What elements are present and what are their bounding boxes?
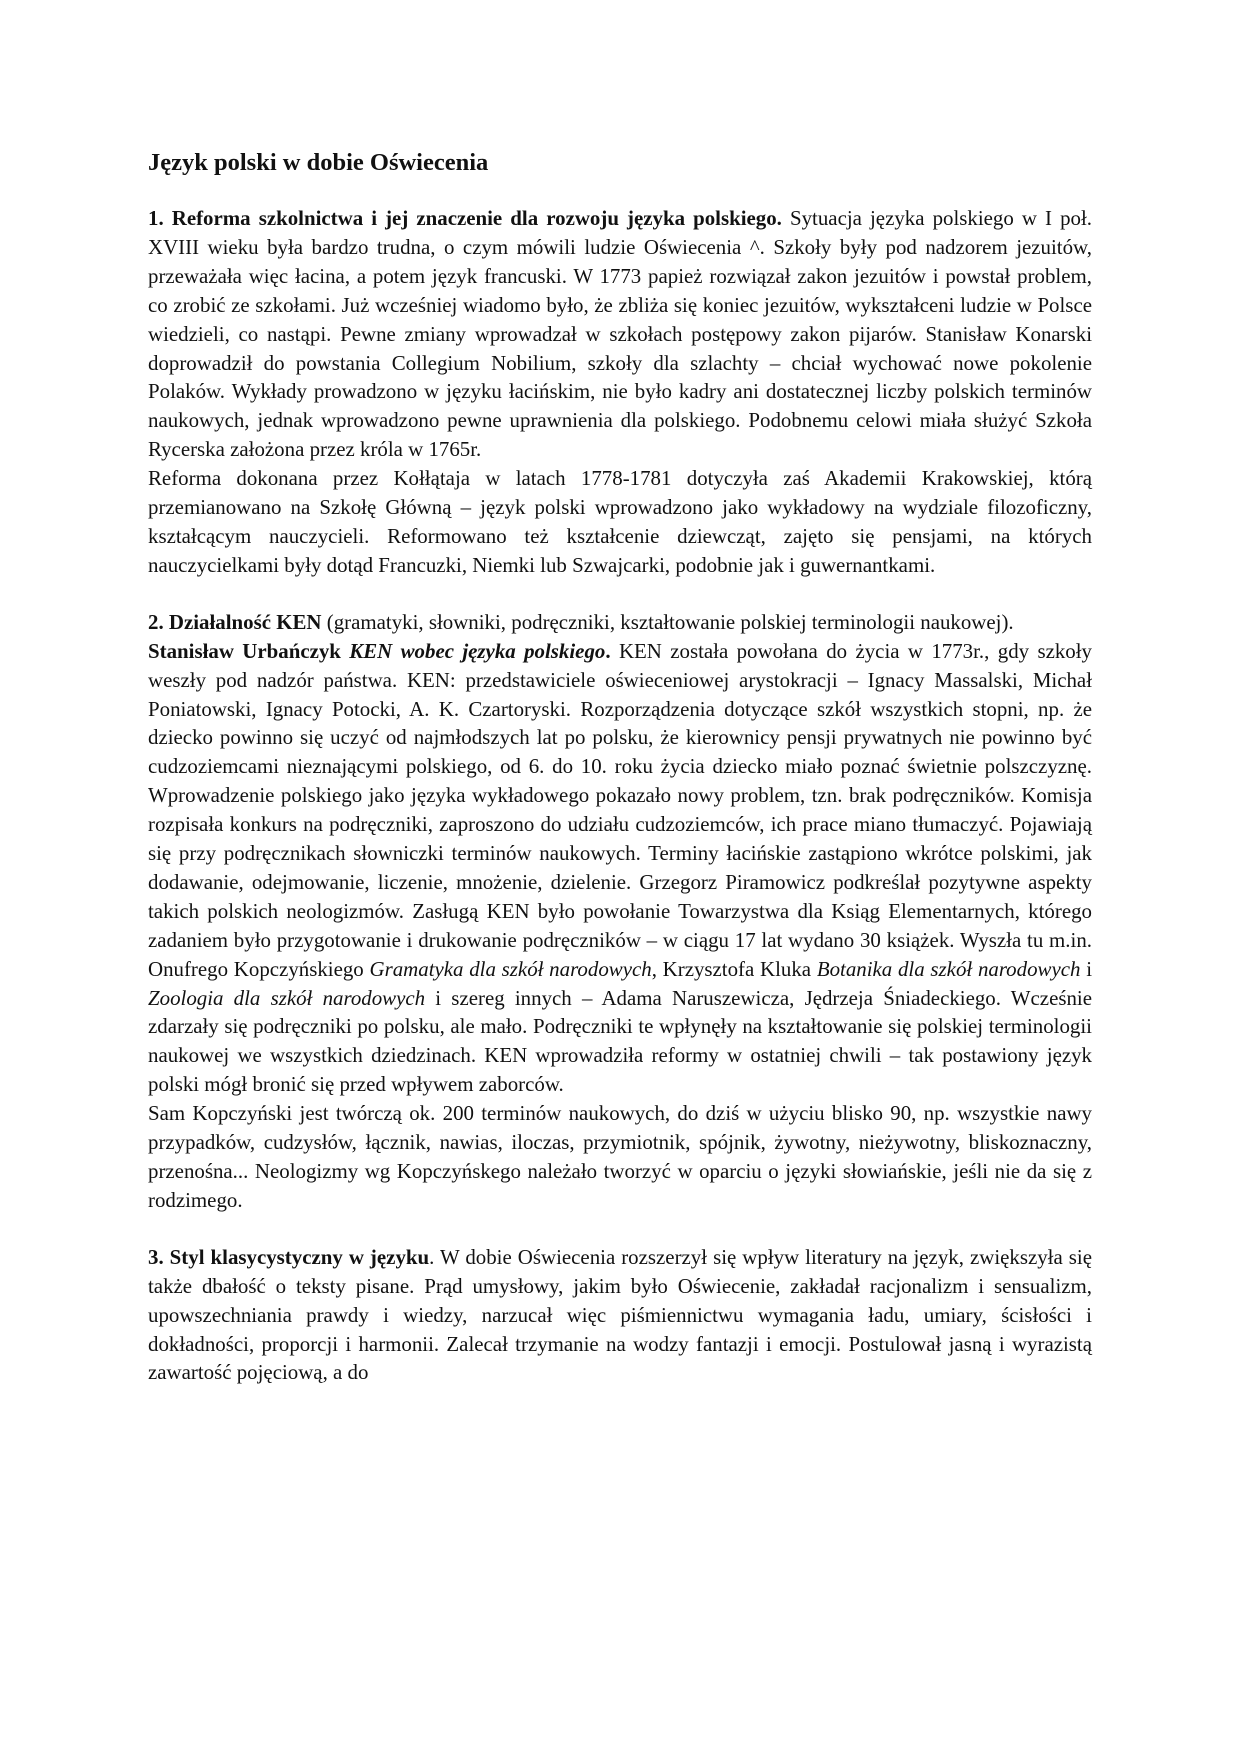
section-3-heading: 3. Styl klasycystyczny w języku	[148, 1244, 430, 1269]
section-2-author: Stanisław Urbańczyk	[148, 638, 350, 663]
section-2-paragraph-1	[148, 608, 1092, 637]
section-2-heading: 2. Działalność KEN	[148, 609, 322, 634]
section-1-heading: 1. Reforma szkolnictwa i jej znaczenie dla rozwoju języka polskiego.	[148, 206, 782, 230]
section-2-work-period: .	[605, 638, 611, 663]
section-2-text-2: , Krzysztofa Kluka	[651, 956, 817, 981]
section-1-text-1: Sytuacja języka polskiego w I poł. XVIII wieku była bardzo trudna, o czym mówili ludzie Oświecenia ^. Szkoły były pod nadzorem jezuitów, przeważała więc łacina, a potem język francuski. W 1773 papież rozwiązał zakon jezuitów i powstał problem, co zrobić ze szkołami. Już wcześniej wiadomo było, że zbliża się koniec jezuitów, wykształceni ludzie w Polsce wiedzieli, co nastąpi. Pewne zmiany wprowadzał w szkołach postępowy zakon pijarów. Stanisław Konarski doprowadził do powstania Collegium Nobilium, szkoły dla szlachty – chciał wychować nowe pokolenie Polaków. Wykłady prowadzono w języku łacińskim, nie było kadry ani dostatecznej liczby polskich terminów naukowych, jednak wprowadzono pewne uprawnienia dla polskiego. Podobnemu celowi miała służyć Szkoła Rycerska założona przez króla w 1765r.	[148, 206, 1092, 462]
section-1-paragraph-2: Reforma dokonana przez Kołłątaja w latach 1778-1781 dotyczyła zaś Akademii Krakowskiej, którą przemianowano na Szkołę Główną – język polski wprowadzono jako wykładowy na wydziale filozoficzny, kształcącym nauczycieli. Reformowano też kształcenie dziewcząt, zajęto się pensjami, na których nauczycielkami były dotąd Francuzki, Niemki lub Szwajcarki, podobnie jak i guwernantkami.	[148, 466, 1092, 577]
section-2-paragraph-2	[148, 637, 1092, 1100]
section-2-italic-title-2: Botanika dla szkół narodowych	[816, 956, 1081, 981]
document-page	[148, 146, 1092, 1387]
section-2-italic-title-3: Zoologia dla szkół narodowych	[148, 985, 426, 1010]
section-2-text-3: i	[1080, 956, 1092, 981]
document-title: Język polski w dobie Oświecenia	[148, 149, 489, 176]
section-2-text-1: KEN została powołana do życia w 1773r., gdy szkoły weszły pod nadzór państwa. KEN: przedstawiciele oświeceniowej arystokracji – Ignacy Massalski, Michał Poniatowski, Ignacy Potocki, A. K. Czartoryski. Rozporządzenia dotyczące szkół wszystkich stopni, np. że dziecko powinno się uczyć od najmłodszych lat po polsku, że kierownicy pensji prywatnych nie powinno być cudzoziemcami nieznającymi polskiego, od 6. do 10. roku życia dziecko miało poznać świetnie polszczyznę. Wprowadzenie polskiego jako języka wykładowego pokazało nowy problem, tzn. brak podręczników. Komisja rozpisała konkurs na podręczniki, zaproszono do udziału cudzoziemców, ich prace miano tłumaczyć. Pojawiają się przy podręcznikach słowniczki terminów naukowych. Terminy łacińskie zastąpiono wkrótce polskimi, jak dodawanie, odejmowanie, liczenie, mnożenie, dzielenie. Grzegorz Piramowicz podkreślał pozytywne aspekty takich polskich neologizmów. Zasługą KEN było powołanie Towarzystwa dla Ksiąg Elementarnych, którego zadaniem było przygotowanie i drukowanie podręczników – w ciągu 17 lat wydano 30 książek. Wyszła tu m.in. Onufrego Kopczyńskiego	[148, 638, 1092, 981]
section-3-paragraph-1	[148, 1243, 1092, 1388]
section-2-paragraph-3: Sam Kopczyński jest twórczą ok. 200 terminów naukowych, do dziś w użyciu blisko 90, np. wszystkie nawy przypadków, cudzysłów, łącznik, nawias, iloczas, przymiotnik, spójnik, żywotny, nieżywotny, bliskoznaczny, przenośna... Neologizmy wg Kopczyńskego należało tworzyć w oparciu o języki słowiańskie, jeśli nie da się z rodzimego.	[148, 1101, 1092, 1212]
section-3-text-1: . W dobie Oświecenia rozszerzył się wpływ literatury na język, zwiększyła się także dbałość o teksty pisane. Prąd umysłowy, jakim było Oświecenie, zakładał racjonalizm i sensualizm, upowszechniania prawdy i wiedzy, narzucał więc piśmiennictwu wymagania ładu, umiary, ścisłości i dokładności, proporcji i harmonii. Zalecał trzymanie na wodzy fantazji i emocji. Postulował jasną i wyrazistą zawartość pojęciową, a do	[148, 1244, 1092, 1385]
section-2-text-4: i szereg innych – Adama Naruszewicza, Jędrzeja Śniadeckiego. Wcześnie zdarzały się podręczniki po polsku, ale mało. Podręczniki te wpłynęły na kształtowanie się polskiej terminologii naukowej we wszystkich dziedzinach. KEN wprowadziła reformy w ostatniej chwili – tak postawiony język polski mógł bronić się przed wpływem zaborców.	[148, 985, 1092, 1097]
section-2-intro: (gramatyki, słowniki, podręczniki, kształtowanie polskiej terminologii naukowej).	[321, 609, 1014, 634]
section-1-paragraph-1	[148, 204, 1092, 464]
section-2-italic-title-1: Gramatyka dla szkół narodowych	[369, 956, 652, 981]
section-2-work-title: KEN wobec języka polskiego	[349, 638, 606, 663]
